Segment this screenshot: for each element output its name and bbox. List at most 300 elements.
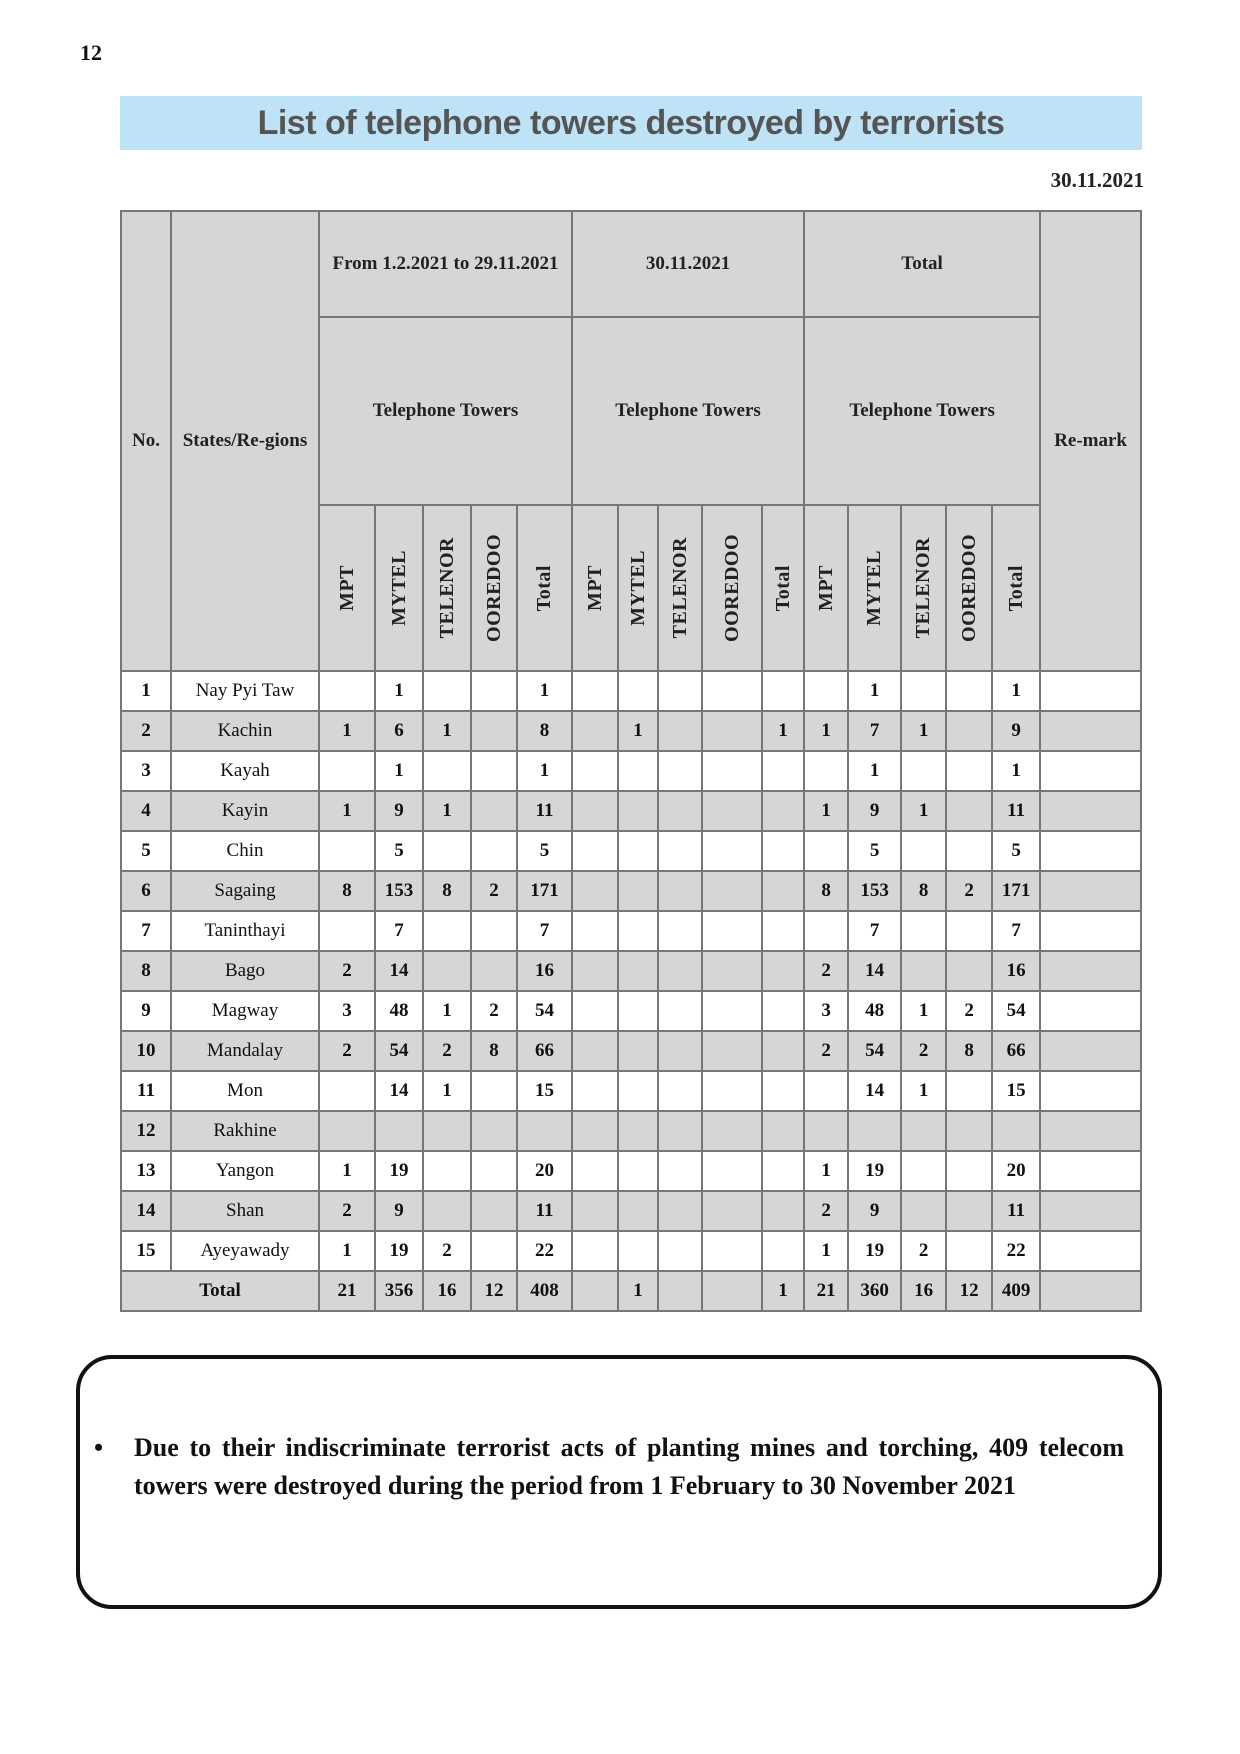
operator-header: TELENOR xyxy=(901,505,946,671)
table-cell: 2 xyxy=(946,871,992,911)
table-cell xyxy=(702,991,762,1031)
col-remark-header: Re-mark xyxy=(1040,211,1141,671)
total-cell: 12 xyxy=(946,1271,992,1311)
table-cell xyxy=(471,671,517,711)
table-cell: 7 xyxy=(848,911,901,951)
table-cell: 153 xyxy=(848,871,901,911)
table-cell: 16 xyxy=(517,951,572,991)
table-row xyxy=(121,831,1141,871)
row-number: 15 xyxy=(121,1231,171,1271)
table-cell xyxy=(946,911,992,951)
table-cell xyxy=(618,671,658,711)
table-cell: 1 xyxy=(319,791,375,831)
table-cell xyxy=(702,671,762,711)
table-cell xyxy=(762,911,804,951)
row-number: 3 xyxy=(121,751,171,791)
table-cell xyxy=(901,1191,946,1231)
remark-cell xyxy=(1040,1271,1141,1311)
table-cell xyxy=(762,1071,804,1111)
table-cell: 1 xyxy=(375,751,423,791)
table-cell xyxy=(319,751,375,791)
region-name: Mandalay xyxy=(171,1031,319,1071)
table-cell xyxy=(572,1071,618,1111)
table-cell: 15 xyxy=(517,1071,572,1111)
table-cell: 22 xyxy=(517,1231,572,1271)
table-cell xyxy=(702,1231,762,1271)
remark-cell xyxy=(1040,911,1141,951)
operator-header: OOREDOO xyxy=(946,505,992,671)
table-cell: 1 xyxy=(848,671,901,711)
table-cell: 11 xyxy=(992,1191,1040,1231)
note-item xyxy=(94,1429,1124,1505)
remark-cell xyxy=(1040,1191,1141,1231)
table-cell xyxy=(572,671,618,711)
table-cell xyxy=(762,1151,804,1191)
table-cell xyxy=(572,791,618,831)
table-cell xyxy=(901,911,946,951)
table-cell xyxy=(471,1191,517,1231)
remark-cell xyxy=(1040,1071,1141,1111)
table-cell: 8 xyxy=(901,871,946,911)
table-cell xyxy=(702,951,762,991)
region-name: Mon xyxy=(171,1071,319,1111)
group-period-header: From 1.2.2021 to 29.11.2021 xyxy=(319,211,572,317)
region-name: Sagaing xyxy=(171,871,319,911)
table-cell xyxy=(762,991,804,1031)
table-cell: 1 xyxy=(901,991,946,1031)
region-name: Magway xyxy=(171,991,319,1031)
row-number: 9 xyxy=(121,991,171,1031)
table-cell xyxy=(702,711,762,751)
table-cell xyxy=(804,1071,848,1111)
table-cell xyxy=(702,1151,762,1191)
table-cell xyxy=(423,911,471,951)
table-cell: 22 xyxy=(992,1231,1040,1271)
row-number: 14 xyxy=(121,1191,171,1231)
operator-header: TELENOR xyxy=(423,505,471,671)
table-cell xyxy=(618,791,658,831)
table-cell xyxy=(702,911,762,951)
operator-header: Total xyxy=(517,505,572,671)
table-cell xyxy=(572,911,618,951)
table-cell xyxy=(946,1231,992,1271)
table-cell: 2 xyxy=(471,871,517,911)
operator-header: TELENOR xyxy=(658,505,702,671)
towers-header: Telephone Towers xyxy=(804,317,1040,505)
table-cell: 9 xyxy=(848,791,901,831)
region-name: Rakhine xyxy=(171,1111,319,1151)
table-cell xyxy=(572,1111,618,1151)
table-cell: 14 xyxy=(848,951,901,991)
table-cell xyxy=(618,831,658,871)
remark-cell xyxy=(1040,791,1141,831)
table-cell xyxy=(572,751,618,791)
table-row xyxy=(121,1031,1141,1071)
table-cell xyxy=(618,1111,658,1151)
table-cell xyxy=(762,1031,804,1071)
table-cell: 1 xyxy=(423,711,471,751)
table-row xyxy=(121,1151,1141,1191)
total-cell xyxy=(702,1271,762,1311)
table-cell xyxy=(319,911,375,951)
table-cell: 9 xyxy=(375,1191,423,1231)
table-cell xyxy=(618,951,658,991)
group-total-header: Total xyxy=(804,211,1040,317)
table-cell: 15 xyxy=(992,1071,1040,1111)
table-cell: 3 xyxy=(319,991,375,1031)
remark-cell xyxy=(1040,751,1141,791)
towers-table xyxy=(120,210,1142,1312)
table-cell: 2 xyxy=(319,1191,375,1231)
table-cell xyxy=(375,1111,423,1151)
table-cell: 5 xyxy=(848,831,901,871)
table-cell xyxy=(658,831,702,871)
table-cell: 2 xyxy=(423,1231,471,1271)
table-cell xyxy=(618,751,658,791)
table-cell: 19 xyxy=(848,1231,901,1271)
table-cell: 153 xyxy=(375,871,423,911)
region-name: Nay Pyi Taw xyxy=(171,671,319,711)
remark-cell xyxy=(1040,871,1141,911)
operator-header: OOREDOO xyxy=(702,505,762,671)
table-cell xyxy=(618,1151,658,1191)
bullet-icon: • xyxy=(94,1433,104,1462)
total-label: Total xyxy=(121,1271,319,1311)
region-name: Yangon xyxy=(171,1151,319,1191)
table-cell xyxy=(572,831,618,871)
table-cell: 9 xyxy=(375,791,423,831)
remark-cell xyxy=(1040,1231,1141,1271)
table-cell xyxy=(618,1231,658,1271)
table-cell: 1 xyxy=(319,711,375,751)
region-name: Bago xyxy=(171,951,319,991)
table-cell xyxy=(319,1071,375,1111)
table-cell xyxy=(471,791,517,831)
table-cell xyxy=(992,1111,1040,1151)
table-cell xyxy=(762,831,804,871)
row-number: 5 xyxy=(121,831,171,871)
operator-header: Total xyxy=(762,505,804,671)
table-cell xyxy=(901,951,946,991)
table-cell: 7 xyxy=(848,711,901,751)
table-cell xyxy=(804,671,848,711)
table-cell: 48 xyxy=(848,991,901,1031)
table-row xyxy=(121,671,1141,711)
table-cell: 1 xyxy=(901,1071,946,1111)
table-cell xyxy=(804,831,848,871)
table-cell xyxy=(946,751,992,791)
table-cell xyxy=(804,751,848,791)
table-cell xyxy=(471,751,517,791)
table-cell: 54 xyxy=(375,1031,423,1071)
table-cell: 1 xyxy=(618,711,658,751)
table-cell: 7 xyxy=(517,911,572,951)
remark-cell xyxy=(1040,831,1141,871)
total-cell: 1 xyxy=(762,1271,804,1311)
table-cell: 1 xyxy=(901,711,946,751)
table-cell xyxy=(572,711,618,751)
table-cell xyxy=(702,791,762,831)
operator-header: OOREDOO xyxy=(471,505,517,671)
table-cell: 1 xyxy=(517,671,572,711)
note-box xyxy=(76,1355,1162,1609)
table-cell: 1 xyxy=(423,991,471,1031)
table-cell xyxy=(618,1031,658,1071)
table-cell xyxy=(762,1191,804,1231)
table-cell: 1 xyxy=(804,1231,848,1271)
table-cell xyxy=(423,1151,471,1191)
table-cell: 1 xyxy=(804,711,848,751)
table-cell xyxy=(658,991,702,1031)
remark-cell xyxy=(1040,1031,1141,1071)
table-cell: 2 xyxy=(471,991,517,1031)
table-cell: 66 xyxy=(517,1031,572,1071)
table-cell xyxy=(319,671,375,711)
table-cell xyxy=(471,1071,517,1111)
table-cell xyxy=(572,1191,618,1231)
operator-header: MYTEL xyxy=(375,505,423,671)
table-cell xyxy=(471,1151,517,1191)
table-cell: 5 xyxy=(517,831,572,871)
row-number: 8 xyxy=(121,951,171,991)
table-cell xyxy=(572,871,618,911)
table-cell xyxy=(702,831,762,871)
table-cell xyxy=(658,1031,702,1071)
table-cell xyxy=(423,1111,471,1151)
table-row xyxy=(121,871,1141,911)
total-cell: 21 xyxy=(319,1271,375,1311)
table-cell xyxy=(804,911,848,951)
remark-cell xyxy=(1040,1111,1141,1151)
row-number: 7 xyxy=(121,911,171,951)
table-cell xyxy=(423,951,471,991)
table-cell: 3 xyxy=(804,991,848,1031)
table-cell xyxy=(658,871,702,911)
table-cell: 1 xyxy=(319,1231,375,1271)
row-number: 4 xyxy=(121,791,171,831)
remark-cell xyxy=(1040,671,1141,711)
table-cell xyxy=(471,711,517,751)
table-cell xyxy=(658,951,702,991)
total-cell: 356 xyxy=(375,1271,423,1311)
table-cell: 1 xyxy=(804,791,848,831)
operator-header: MYTEL xyxy=(618,505,658,671)
table-cell: 8 xyxy=(946,1031,992,1071)
table-cell: 20 xyxy=(517,1151,572,1191)
table-cell: 1 xyxy=(423,791,471,831)
table-cell: 1 xyxy=(319,1151,375,1191)
total-cell: 16 xyxy=(901,1271,946,1311)
total-cell: 408 xyxy=(517,1271,572,1311)
table-cell: 9 xyxy=(992,711,1040,751)
table-cell: 20 xyxy=(992,1151,1040,1191)
table-cell: 8 xyxy=(319,871,375,911)
table-cell: 54 xyxy=(992,991,1040,1031)
total-cell xyxy=(658,1271,702,1311)
table-cell xyxy=(901,1111,946,1151)
report-date: 30.11.2021 xyxy=(1050,168,1144,192)
table-cell xyxy=(702,1031,762,1071)
remark-cell xyxy=(1040,991,1141,1031)
table-row xyxy=(121,791,1141,831)
table-cell xyxy=(658,1191,702,1231)
row-number: 1 xyxy=(121,671,171,711)
table-cell xyxy=(702,1111,762,1151)
region-name: Kayah xyxy=(171,751,319,791)
col-no-header: No. xyxy=(121,211,171,671)
total-cell: 12 xyxy=(471,1271,517,1311)
table-cell xyxy=(423,751,471,791)
row-number: 6 xyxy=(121,871,171,911)
table-cell: 8 xyxy=(517,711,572,751)
table-cell xyxy=(901,831,946,871)
table-cell xyxy=(618,1191,658,1231)
col-states-header: States/Re-gions xyxy=(171,211,319,671)
table-cell: 1 xyxy=(423,1071,471,1111)
table-cell xyxy=(572,1231,618,1271)
table-cell: 54 xyxy=(517,991,572,1031)
table-cell xyxy=(319,831,375,871)
table-cell: 2 xyxy=(901,1031,946,1071)
remark-cell xyxy=(1040,1151,1141,1191)
table-cell: 54 xyxy=(848,1031,901,1071)
table-cell: 1 xyxy=(848,751,901,791)
total-row xyxy=(121,1271,1141,1311)
table-cell xyxy=(946,951,992,991)
page-number: 12 xyxy=(80,40,102,65)
table-cell xyxy=(658,1111,702,1151)
table-cell: 7 xyxy=(992,911,1040,951)
title-banner xyxy=(120,96,1142,150)
table-cell: 5 xyxy=(375,831,423,871)
total-cell: 1 xyxy=(618,1271,658,1311)
towers-header: Telephone Towers xyxy=(319,317,572,505)
total-cell: 16 xyxy=(423,1271,471,1311)
table-cell: 14 xyxy=(848,1071,901,1111)
table-cell xyxy=(901,671,946,711)
total-cell: 21 xyxy=(804,1271,848,1311)
table-cell: 48 xyxy=(375,991,423,1031)
operator-header: MPT xyxy=(319,505,375,671)
table-cell xyxy=(946,671,992,711)
table-cell xyxy=(658,711,702,751)
table-cell: 2 xyxy=(423,1031,471,1071)
table-cell xyxy=(658,1231,702,1271)
table-cell xyxy=(762,871,804,911)
table-row xyxy=(121,1191,1141,1231)
table-cell: 2 xyxy=(901,1231,946,1271)
table-cell xyxy=(572,951,618,991)
table-cell: 11 xyxy=(992,791,1040,831)
towers-header: Telephone Towers xyxy=(572,317,804,505)
row-number: 13 xyxy=(121,1151,171,1191)
table-cell xyxy=(471,951,517,991)
table-cell xyxy=(762,791,804,831)
table-cell: 14 xyxy=(375,951,423,991)
table-cell xyxy=(946,1071,992,1111)
table-cell: 171 xyxy=(992,871,1040,911)
note-text: Due to their indiscriminate terrorist acts of planting mines and torching, 409 telecom towers were destroyed during the period from 1 February to 30 November 2021 xyxy=(134,1433,1124,1500)
table-cell xyxy=(572,1031,618,1071)
operator-header: MPT xyxy=(572,505,618,671)
table-cell: 1 xyxy=(992,751,1040,791)
table-cell: 11 xyxy=(517,1191,572,1231)
table-row xyxy=(121,1231,1141,1271)
table-cell xyxy=(901,751,946,791)
table-cell xyxy=(618,991,658,1031)
table-cell: 1 xyxy=(901,791,946,831)
table-cell xyxy=(946,791,992,831)
table-cell xyxy=(946,1151,992,1191)
region-name: Shan xyxy=(171,1191,319,1231)
table-cell xyxy=(946,711,992,751)
table-cell xyxy=(471,911,517,951)
table-cell xyxy=(618,911,658,951)
table-cell xyxy=(471,1231,517,1271)
table-cell: 7 xyxy=(375,911,423,951)
table-cell: 8 xyxy=(423,871,471,911)
table-row xyxy=(121,911,1141,951)
table-row xyxy=(121,711,1141,751)
row-number: 11 xyxy=(121,1071,171,1111)
region-name: Kayin xyxy=(171,791,319,831)
table-cell: 2 xyxy=(319,1031,375,1071)
table-cell xyxy=(702,1191,762,1231)
table-cell xyxy=(319,1111,375,1151)
table-cell: 11 xyxy=(517,791,572,831)
region-name: Taninthayi xyxy=(171,911,319,951)
row-number: 10 xyxy=(121,1031,171,1071)
remark-cell xyxy=(1040,951,1141,991)
table-cell xyxy=(572,1151,618,1191)
table-cell: 8 xyxy=(804,871,848,911)
table-cell: 8 xyxy=(471,1031,517,1071)
table-row xyxy=(121,1071,1141,1111)
table-cell: 19 xyxy=(848,1151,901,1191)
table-cell: 1 xyxy=(762,711,804,751)
table-cell xyxy=(423,1191,471,1231)
table-cell: 2 xyxy=(319,951,375,991)
table-cell: 171 xyxy=(517,871,572,911)
table-cell: 5 xyxy=(992,831,1040,871)
table-cell xyxy=(762,1231,804,1271)
table-cell xyxy=(423,831,471,871)
table-cell xyxy=(658,1151,702,1191)
table-cell xyxy=(946,1191,992,1231)
table-cell xyxy=(572,991,618,1031)
remark-cell xyxy=(1040,711,1141,751)
total-cell xyxy=(572,1271,618,1311)
table-cell xyxy=(423,671,471,711)
table-cell xyxy=(618,1071,658,1111)
table-cell xyxy=(702,751,762,791)
table-cell xyxy=(471,831,517,871)
table-cell xyxy=(901,1151,946,1191)
table-cell: 2 xyxy=(804,951,848,991)
table-cell: 2 xyxy=(804,1031,848,1071)
table-cell xyxy=(517,1111,572,1151)
total-cell: 360 xyxy=(848,1271,901,1311)
region-name: Chin xyxy=(171,831,319,871)
table-cell xyxy=(658,1071,702,1111)
table-cell: 1 xyxy=(375,671,423,711)
table-cell: 1 xyxy=(517,751,572,791)
table-cell: 6 xyxy=(375,711,423,751)
table-row xyxy=(121,991,1141,1031)
table-cell: 9 xyxy=(848,1191,901,1231)
table-cell xyxy=(762,671,804,711)
table-cell xyxy=(618,871,658,911)
